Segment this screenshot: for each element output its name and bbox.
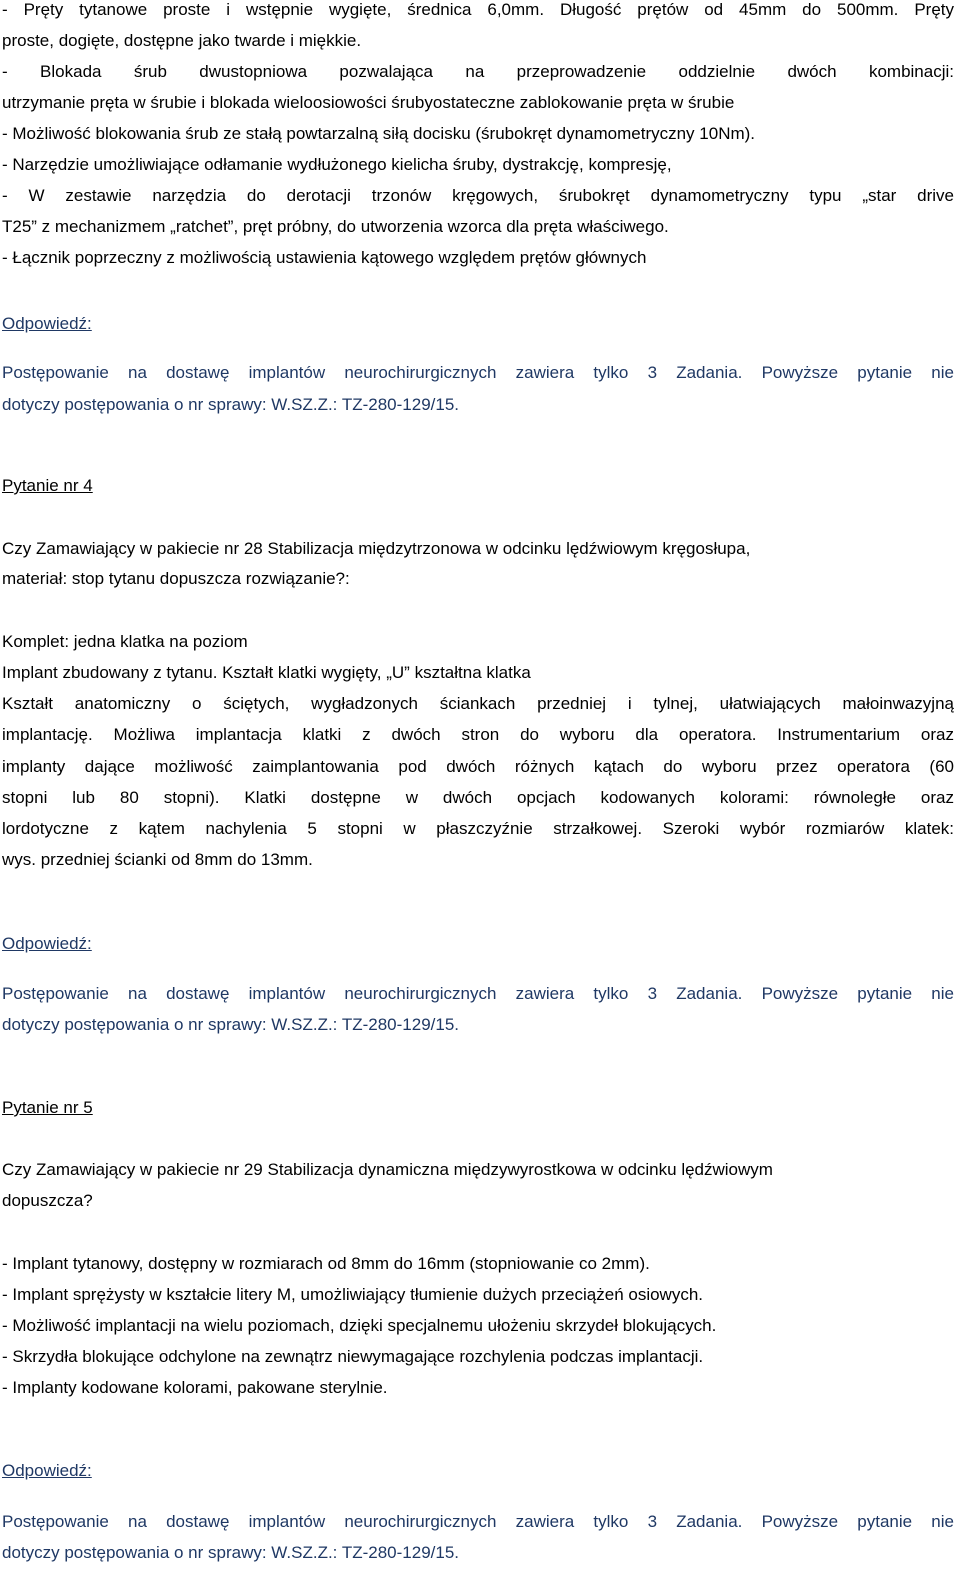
list-item: - Implant tytanowy, dostępny w rozmiarach od 8mm do 16mm (stopniowanie co 2mm). <box>2 1254 650 1273</box>
answer-line: dotyczy postępowania o nr sprawy: W.SZ.Z.: TZ-280-129/15. <box>2 1543 459 1562</box>
answer-line: Postępowanie na dostawę implantów neurochirurgicznych zawiera tylko 3 Zadania. Powyższe pytanie nie <box>2 984 954 1003</box>
question-body-line: Implant zbudowany z tytanu. Kształt klatki wygięty, „U” kształtna klatka <box>2 663 531 682</box>
list-item: - Implanty kodowane kolorami, pakowane sterylnie. <box>2 1378 388 1397</box>
answer-line: Postępowanie na dostawę implantów neurochirurgicznych zawiera tylko 3 Zadania. Powyższe pytanie nie <box>2 363 954 382</box>
question-heading: Pytanie nr 4 <box>2 476 93 495</box>
question-intro-line: materiał: stop tytanu dopuszcza rozwiązanie?: <box>2 569 350 588</box>
text-line: - Narzędzie umożliwiające odłamanie wydłużonego kielicha śruby, dystrakcję, kompresję, <box>2 155 672 174</box>
list-item: - Możliwość implantacji na wielu poziomach, dzięki specjalnemu ułożeniu skrzydeł blokujących. <box>2 1316 717 1335</box>
text-line: utrzymanie pręta w śrubie i blokada wieloosiowości śrubyostateczne zablokowanie pręta w śrubie <box>2 93 735 112</box>
question-body-line: stopni lub 80 stopni). Klatki dostępne w dwóch opcjach kodowanych kolorami: równoległe oraz <box>2 788 954 807</box>
question-body-line: implantację. Możliwa implantacja klatki z dwóch stron do wyboru dla operatora. Instrumentarium oraz <box>2 725 954 744</box>
answer-line: Postępowanie na dostawę implantów neurochirurgicznych zawiera tylko 3 Zadania. Powyższe pytanie nie <box>2 1512 954 1531</box>
question-body-line: lordotyczne z kątem nachylenia 5 stopni w płaszczyźnie strzałkowej. Szeroki wybór rozmiarów klatek: <box>2 819 954 838</box>
question-intro-line: dopuszcza? <box>2 1191 93 1210</box>
text-line: - Możliwość blokowania śrub ze stałą powtarzalną siłą docisku (śrubokręt dynamometryczny 10Nm). <box>2 124 756 143</box>
list-item: - Skrzydła blokujące odchylone na zewnątrz niewymagające rozchylenia podczas implantacji. <box>2 1347 704 1366</box>
question-body-line: Kształt anatomiczny o ściętych, wygładzonych ściankach przedniej i tylnej, ułatwiających małoinwazyjną <box>2 694 954 713</box>
question-heading: Pytanie nr 5 <box>2 1098 93 1117</box>
text-line: proste, dogięte, dostępne jako twarde i miękkie. <box>2 31 362 50</box>
answer-line: dotyczy postępowania o nr sprawy: W.SZ.Z.: TZ-280-129/15. <box>2 1015 459 1034</box>
text-line: - Blokada śrub dwustopniowa pozwalająca na przeprowadzenie oddzielnie dwóch kombinacji: <box>2 62 954 81</box>
text-line: T25” z mechanizmem „ratchet”, pręt próbny, do utworzenia wzorca dla pręta właściwego. <box>2 217 669 236</box>
question-body-line: wys. przedniej ścianki od 8mm do 13mm. <box>2 850 313 869</box>
text-line: - Łącznik poprzeczny z możliwością ustawienia kątowego względem prętów głównych <box>2 248 647 267</box>
answer-line: dotyczy postępowania o nr sprawy: W.SZ.Z.: TZ-280-129/15. <box>2 395 459 414</box>
text-line: - W zestawie narzędzia do derotacji trzonów kręgowych, śrubokręt dynamometryczny typu „star drive <box>2 186 954 205</box>
list-item: - Implant sprężysty w kształcie litery M, umożliwiający tłumienie dużych przeciążeń osiowych. <box>2 1285 704 1304</box>
answer-label: Odpowiedź: <box>2 314 92 333</box>
question-intro-line: Czy Zamawiający w pakiecie nr 29 Stabilizacja dynamiczna międzywyrostkowa w odcinku lędźwiowym <box>2 1160 773 1179</box>
answer-label: Odpowiedź: <box>2 1461 92 1480</box>
question-body-line: Komplet: jedna klatka na poziom <box>2 632 248 651</box>
text-line: - Pręty tytanowe proste i wstępnie wygięte, średnica 6,0mm. Długość prętów od 45mm do 500mm. Pręty <box>2 0 954 19</box>
answer-label: Odpowiedź: <box>2 934 92 953</box>
question-intro-line: Czy Zamawiający w pakiecie nr 28 Stabilizacja międzytrzonowa w odcinku lędźwiowym kręgosłupa, <box>2 539 751 558</box>
question-body-line: implanty dające możliwość zaimplantowania pod dwóch różnych kątach do wyboru przez operatora (60 <box>2 757 954 776</box>
